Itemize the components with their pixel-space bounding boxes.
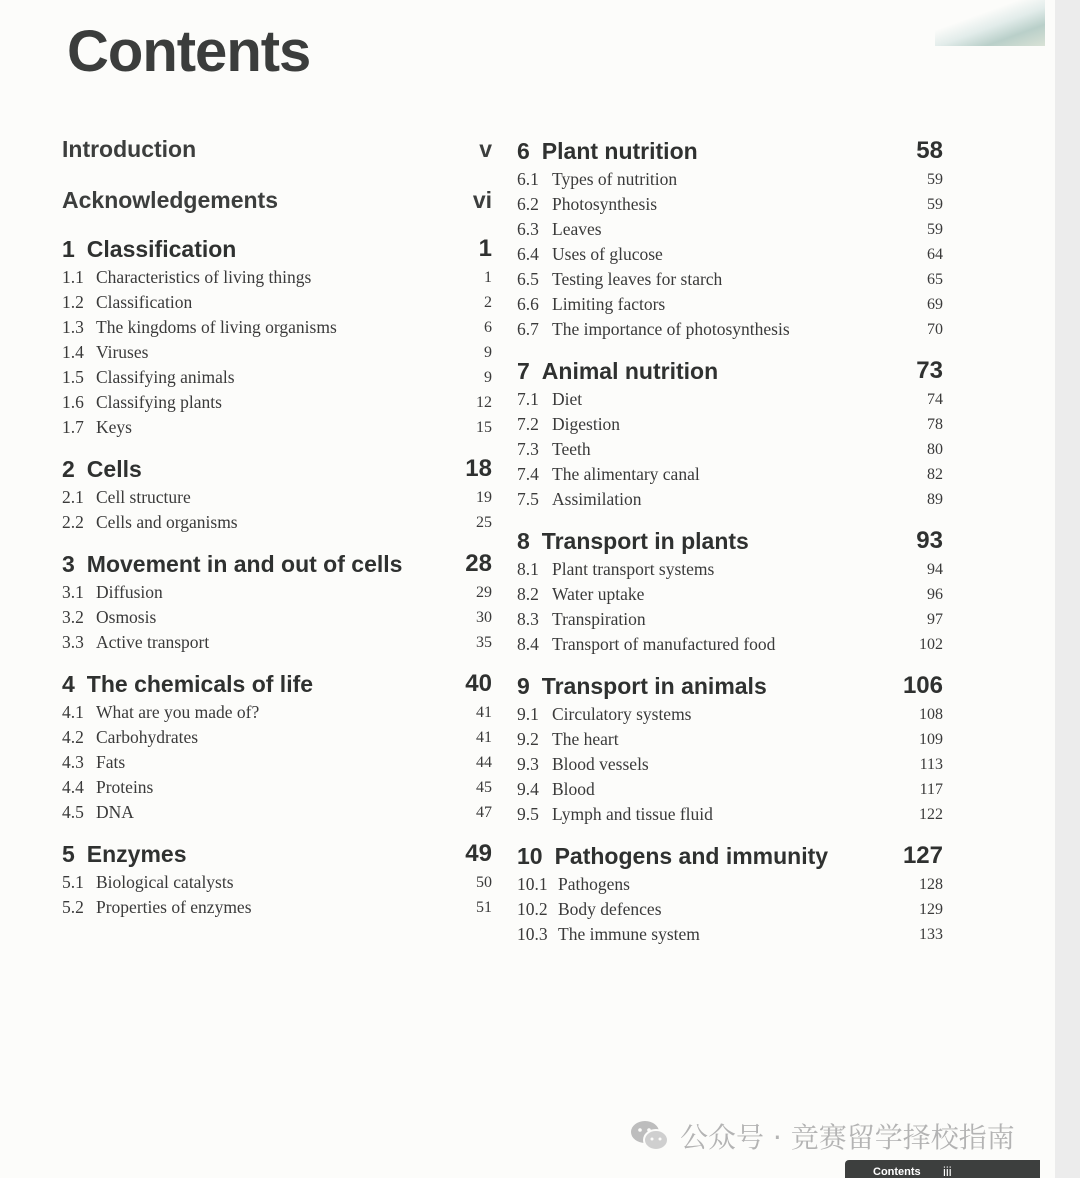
section-title-group	[517, 319, 790, 340]
section-entry	[62, 700, 492, 725]
chapter-title: Enzymes	[86, 840, 187, 867]
section-entry	[62, 725, 492, 750]
section-page: 41	[476, 728, 492, 746]
footer-label: Contents	[873, 1166, 921, 1178]
section-entry	[517, 632, 943, 657]
chapter-heading	[62, 839, 492, 869]
section-page: 122	[919, 805, 943, 823]
section-number: 2.2	[62, 512, 84, 532]
chapter-page: 73	[916, 357, 943, 384]
chapter-number: 9	[517, 672, 530, 699]
section-entry	[62, 390, 492, 415]
section-number: 4.2	[62, 727, 84, 747]
section-number: 8.3	[517, 609, 539, 629]
chapter-block	[62, 669, 492, 825]
section-number: 5.1	[62, 872, 84, 892]
section-title: Assimilation	[552, 489, 642, 509]
section-number: 5.2	[62, 897, 84, 917]
section-entry	[517, 387, 943, 412]
section-page: 128	[919, 875, 943, 893]
section-title: Transport of manufactured food	[552, 634, 776, 654]
section-number: 1.5	[62, 367, 84, 387]
section-title: Carbohydrates	[96, 727, 199, 747]
section-page: 9	[484, 368, 492, 386]
section-title: Plant transport systems	[552, 559, 715, 579]
section-number: 4.1	[62, 702, 84, 722]
chapter-block	[62, 454, 492, 535]
front-matter-page: vi	[472, 186, 492, 213]
chapter-number: 7	[517, 357, 530, 384]
section-entry	[517, 557, 943, 582]
chapter-block	[517, 671, 943, 827]
section-title-group	[62, 897, 252, 918]
section-entry	[517, 607, 943, 632]
chapter-page: 93	[916, 527, 943, 554]
chapter-title: Cells	[86, 455, 142, 482]
section-number: 6.2	[517, 194, 539, 214]
section-title: Cells and organisms	[96, 512, 238, 532]
section-title-group	[517, 219, 602, 240]
corner-decoration	[935, 0, 1045, 46]
section-entry	[62, 415, 492, 440]
section-entry	[62, 630, 492, 655]
section-title: Digestion	[552, 414, 621, 434]
section-title: Classifying plants	[96, 392, 222, 412]
section-number: 6.7	[517, 319, 539, 339]
section-number: 9.3	[517, 754, 539, 774]
section-title: The immune system	[558, 924, 700, 944]
chapter-heading	[62, 454, 492, 484]
front-matter-entry	[62, 183, 492, 217]
section-page: 59	[927, 195, 943, 213]
section-page: 15	[476, 418, 492, 436]
chapter-block	[62, 839, 492, 920]
section-number: 7.2	[517, 414, 539, 434]
section-number: 1.6	[62, 392, 84, 412]
section-entry	[62, 605, 492, 630]
section-title: Active transport	[96, 632, 210, 652]
chapter-number: 4	[62, 670, 75, 697]
section-title: Viruses	[96, 342, 149, 362]
section-title-group	[62, 702, 259, 723]
section-page: 59	[927, 220, 943, 238]
section-page: 2	[484, 293, 492, 311]
section-number: 7.3	[517, 439, 539, 459]
section-page: 89	[927, 490, 943, 508]
section-title-group	[517, 559, 714, 580]
section-title: Testing leaves for starch	[552, 269, 723, 289]
section-page: 78	[927, 415, 943, 433]
section-number: 6.4	[517, 244, 539, 264]
section-number: 7.1	[517, 389, 539, 409]
section-title-group	[62, 392, 222, 413]
section-number: 1.1	[62, 267, 84, 287]
section-page: 70	[927, 320, 943, 338]
section-number: 2.1	[62, 487, 84, 507]
section-title-group	[62, 777, 153, 798]
section-entry	[62, 870, 492, 895]
section-title: Transpiration	[552, 609, 646, 629]
section-entry	[517, 702, 943, 727]
section-number: 6.1	[517, 169, 539, 189]
section-number: 3.1	[62, 582, 84, 602]
chapter-title: Animal nutrition	[541, 357, 719, 384]
chapter-block	[517, 356, 943, 512]
section-page: 6	[484, 318, 492, 336]
section-title-group	[517, 634, 775, 655]
section-title: Classification	[96, 292, 193, 312]
section-title-group	[62, 872, 234, 893]
section-entry	[517, 292, 943, 317]
section-title: Osmosis	[96, 607, 157, 627]
section-title-group	[517, 439, 591, 460]
section-entry	[62, 580, 492, 605]
section-title: The heart	[552, 729, 619, 749]
section-title-group	[517, 269, 722, 290]
section-entry	[517, 317, 943, 342]
section-page: 65	[927, 270, 943, 288]
section-page: 80	[927, 440, 943, 458]
section-page: 29	[476, 583, 492, 601]
section-page: 44	[476, 753, 492, 771]
section-number: 9.1	[517, 704, 539, 724]
section-title-group	[517, 874, 630, 895]
section-number: 8.2	[517, 584, 539, 604]
chapter-title: Transport in plants	[541, 527, 749, 554]
section-page: 25	[476, 513, 492, 531]
section-title: Teeth	[552, 439, 591, 459]
section-title-group	[62, 317, 337, 338]
section-title: Pathogens	[558, 874, 630, 894]
section-entry	[517, 412, 943, 437]
section-page: 50	[476, 873, 492, 891]
chapter-title-group	[62, 551, 402, 578]
section-entry	[517, 777, 943, 802]
chapter-block	[62, 234, 492, 440]
chapter-page: 106	[902, 672, 943, 699]
section-page: 113	[919, 755, 943, 773]
front-matter-page: v	[479, 135, 492, 162]
section-page: 74	[927, 390, 943, 408]
section-title: Fats	[96, 752, 126, 772]
section-number: 6.6	[517, 294, 539, 314]
section-entry	[62, 895, 492, 920]
section-title-group	[62, 582, 163, 603]
chapter-title-group	[62, 236, 236, 263]
section-number: 6.5	[517, 269, 539, 289]
section-number: 1.2	[62, 292, 84, 312]
section-page: 9	[484, 343, 492, 361]
section-title-group	[517, 924, 700, 945]
section-number: 3.2	[62, 607, 84, 627]
section-entry	[517, 167, 943, 192]
section-title-group	[62, 802, 134, 823]
section-entry	[62, 365, 492, 390]
chapter-title: Classification	[86, 235, 237, 262]
section-number: 3.3	[62, 632, 84, 652]
front-matter-label: Introduction	[62, 135, 197, 162]
chapter-title-group	[62, 671, 313, 698]
section-entry	[517, 582, 943, 607]
section-entry	[517, 217, 943, 242]
section-page: 129	[919, 900, 943, 918]
wechat-icon	[630, 1119, 670, 1153]
chapter-number: 6	[517, 137, 530, 164]
chapter-title-group	[517, 138, 698, 165]
section-title: Water uptake	[552, 584, 645, 604]
section-entry	[62, 485, 492, 510]
section-page: 109	[919, 730, 943, 748]
section-title: Lymph and tissue fluid	[552, 804, 713, 824]
section-entry	[62, 775, 492, 800]
section-title-group	[62, 267, 311, 288]
section-number: 9.4	[517, 779, 539, 799]
contents-column-right	[517, 136, 943, 961]
section-title: Circulatory systems	[552, 704, 692, 724]
chapter-heading	[62, 669, 492, 699]
section-number: 4.4	[62, 777, 84, 797]
section-page: 108	[919, 705, 943, 723]
chapter-title-group	[517, 358, 718, 385]
section-title-group	[517, 899, 662, 920]
chapter-page: 40	[465, 670, 492, 697]
section-page: 64	[927, 245, 943, 263]
section-page: 19	[476, 488, 492, 506]
section-title-group	[62, 487, 191, 508]
section-title: Uses of glucose	[552, 244, 663, 264]
section-title: Blood vessels	[552, 754, 649, 774]
chapter-number: 10	[517, 842, 543, 869]
section-title: Body defences	[558, 899, 662, 919]
section-number: 8.1	[517, 559, 539, 579]
section-page: 69	[927, 295, 943, 313]
section-title-group	[62, 342, 148, 363]
chapter-number: 8	[517, 527, 530, 554]
chapter-heading	[517, 356, 943, 386]
chapter-title: The chemicals of life	[86, 670, 314, 697]
footer-page-number: iii	[943, 1164, 952, 1178]
section-title-group	[517, 584, 644, 605]
section-page: 133	[919, 925, 943, 943]
section-entry	[517, 727, 943, 752]
section-page: 117	[919, 780, 943, 798]
section-number: 4.3	[62, 752, 84, 772]
section-title-group	[517, 729, 619, 750]
section-title: The kingdoms of living organisms	[96, 317, 337, 337]
section-page: 97	[927, 610, 943, 628]
chapter-block	[517, 841, 943, 947]
chapter-page: 58	[916, 137, 943, 164]
section-title-group	[62, 512, 238, 533]
section-page: 35	[476, 633, 492, 651]
section-page: 102	[919, 635, 943, 653]
watermark-text: 公众号 · 竞赛留学择校指南	[680, 1121, 1015, 1154]
footer-tab	[845, 1160, 1040, 1178]
chapter-title-group	[517, 673, 767, 700]
section-entry	[517, 752, 943, 777]
chapter-number: 5	[62, 840, 75, 867]
section-title: Limiting factors	[552, 294, 666, 314]
chapter-title: Plant nutrition	[541, 137, 698, 164]
section-entry	[517, 192, 943, 217]
section-title-group	[62, 727, 198, 748]
section-entry	[62, 265, 492, 290]
chapter-heading	[517, 841, 943, 871]
section-title-group	[517, 754, 649, 775]
chapter-heading	[517, 671, 943, 701]
section-title: Cell structure	[96, 487, 191, 507]
section-number: 6.3	[517, 219, 539, 239]
section-number: 9.5	[517, 804, 539, 824]
contents-column-left	[62, 132, 492, 934]
section-entry	[517, 267, 943, 292]
section-title: DNA	[96, 802, 134, 822]
section-title: Leaves	[552, 219, 602, 239]
section-page: 30	[476, 608, 492, 626]
section-title: Photosynthesis	[552, 194, 658, 214]
section-title: Keys	[96, 417, 132, 437]
section-entry	[62, 315, 492, 340]
front-matter-label: Acknowledgements	[62, 186, 278, 213]
chapter-page: 1	[478, 235, 492, 262]
section-entry	[517, 897, 943, 922]
section-page: 96	[927, 585, 943, 603]
chapter-title: Transport in animals	[541, 672, 767, 699]
section-title-group	[62, 607, 156, 628]
section-title: Classifying animals	[96, 367, 235, 387]
section-entry	[517, 437, 943, 462]
chapter-title-group	[62, 456, 142, 483]
section-entry	[62, 340, 492, 365]
section-title-group	[517, 489, 641, 510]
section-entry	[62, 750, 492, 775]
section-title-group	[62, 292, 192, 313]
section-title: Types of nutrition	[552, 169, 678, 189]
chapter-title: Movement in and out of cells	[86, 550, 403, 577]
section-title: Proteins	[96, 777, 154, 797]
section-entry	[62, 290, 492, 315]
section-title: Properties of enzymes	[96, 897, 252, 917]
chapter-title-group	[517, 528, 749, 555]
chapter-heading	[62, 234, 492, 264]
section-page: 1	[484, 268, 492, 286]
section-title: The alimentary canal	[552, 464, 700, 484]
section-entry	[62, 510, 492, 535]
section-title: The importance of photosynthesis	[552, 319, 790, 339]
chapter-page: 127	[902, 842, 943, 869]
chapter-number: 2	[62, 455, 75, 482]
section-page: 47	[476, 803, 492, 821]
section-number: 1.4	[62, 342, 84, 362]
section-title-group	[517, 704, 692, 725]
section-title-group	[517, 609, 646, 630]
section-title-group	[517, 414, 620, 435]
section-title-group	[517, 294, 665, 315]
section-title-group	[517, 389, 582, 410]
chapter-block	[517, 136, 943, 342]
section-entry	[517, 242, 943, 267]
section-page: 51	[476, 898, 492, 916]
section-title: What are you made of?	[96, 702, 260, 722]
chapter-block	[62, 549, 492, 655]
chapter-title-group	[517, 843, 828, 870]
section-page: 41	[476, 703, 492, 721]
section-title-group	[517, 464, 700, 485]
section-number: 1.3	[62, 317, 84, 337]
section-number: 4.5	[62, 802, 84, 822]
section-page: 59	[927, 170, 943, 188]
chapter-number: 3	[62, 550, 75, 577]
chapter-block	[517, 526, 943, 657]
section-title: Characteristics of living things	[96, 267, 312, 287]
section-entry	[62, 800, 492, 825]
section-title: Biological catalysts	[96, 872, 234, 892]
section-page: 12	[476, 393, 492, 411]
section-number: 10.2	[517, 899, 548, 919]
section-number: 8.4	[517, 634, 539, 654]
chapter-page: 18	[465, 455, 492, 482]
section-title-group	[517, 804, 713, 825]
section-title-group	[517, 244, 663, 265]
section-title-group	[517, 779, 595, 800]
section-title: Blood	[552, 779, 595, 799]
section-entry	[517, 487, 943, 512]
section-number: 10.3	[517, 924, 548, 944]
section-title-group	[62, 752, 125, 773]
section-title-group	[62, 367, 235, 388]
section-number: 7.5	[517, 489, 539, 509]
section-number: 1.7	[62, 417, 84, 437]
section-page: 94	[927, 560, 943, 578]
chapter-heading	[62, 549, 492, 579]
chapter-page: 28	[465, 550, 492, 577]
section-title: Diet	[552, 389, 583, 409]
front-matter-entry	[62, 132, 492, 166]
chapter-heading	[517, 136, 943, 166]
section-page: 82	[927, 465, 943, 483]
section-page: 45	[476, 778, 492, 796]
chapter-heading	[517, 526, 943, 556]
section-number: 9.2	[517, 729, 539, 749]
watermark	[630, 1116, 1015, 1156]
chapter-number: 1	[62, 235, 75, 262]
section-entry	[517, 462, 943, 487]
section-entry	[517, 872, 943, 897]
chapter-page: 49	[465, 840, 492, 867]
section-title-group	[62, 632, 209, 653]
section-entry	[517, 802, 943, 827]
section-number: 7.4	[517, 464, 539, 484]
chapter-title: Pathogens and immunity	[554, 842, 829, 869]
section-number: 10.1	[517, 874, 548, 894]
section-title-group	[517, 169, 677, 190]
chapter-title-group	[62, 841, 187, 868]
section-title-group	[517, 194, 657, 215]
section-title: Diffusion	[96, 582, 163, 602]
page-title: Contents	[67, 19, 311, 84]
section-title-group	[62, 417, 132, 438]
section-entry	[517, 922, 943, 947]
